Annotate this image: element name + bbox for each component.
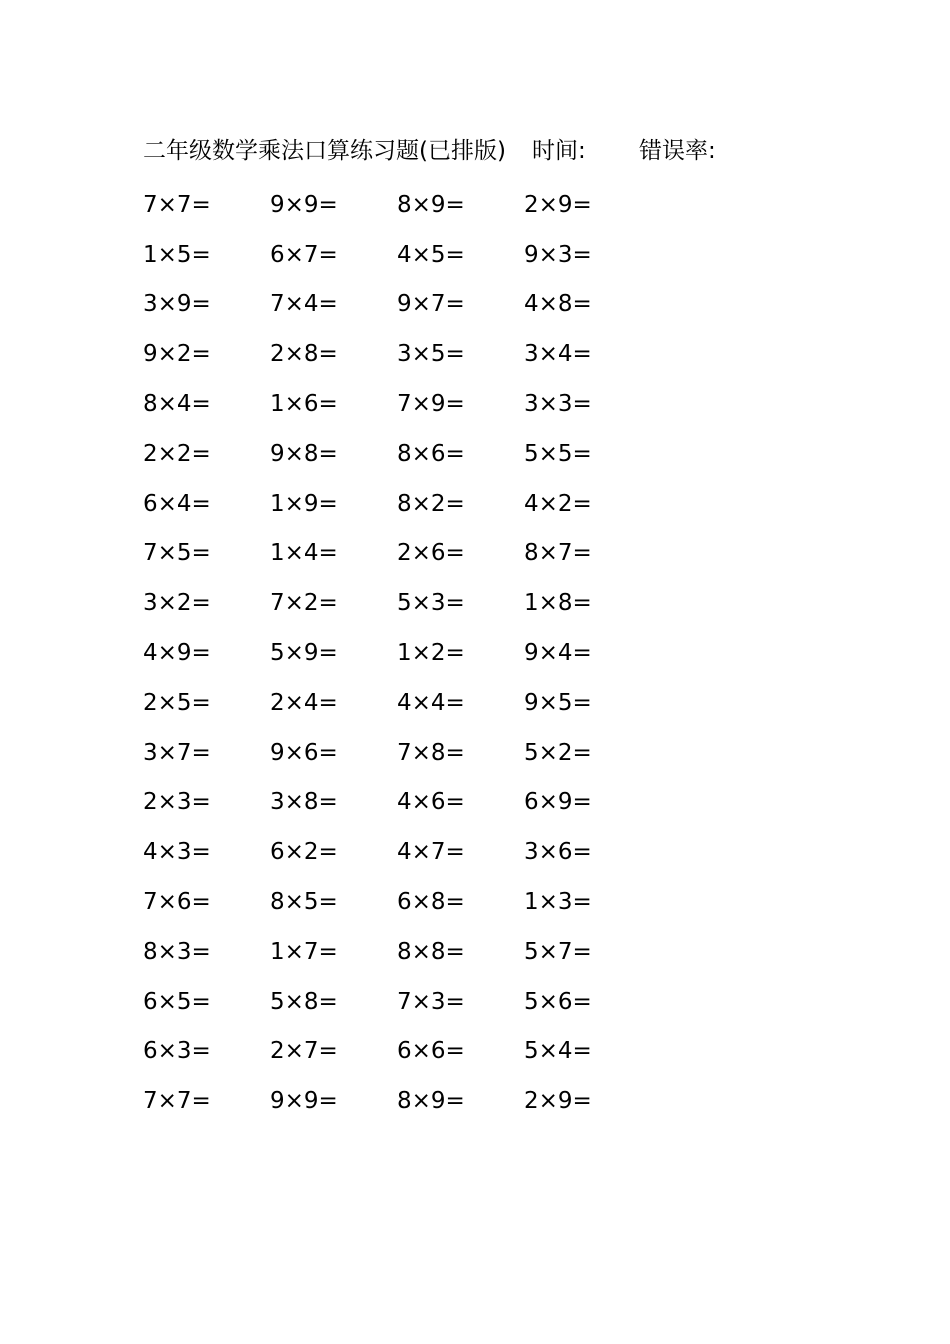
problem-item: 5×8= — [270, 988, 338, 1015]
problem-item: 5×4= — [524, 1038, 592, 1065]
problem-grid — [143, 180, 663, 1126]
problem-item: 1×4= — [270, 540, 338, 567]
problem-item: 4×9= — [143, 640, 211, 667]
problem-item: 4×6= — [397, 789, 465, 816]
problem-item: 6×8= — [397, 889, 465, 916]
problem-item: 8×8= — [397, 938, 465, 965]
problem-row — [143, 479, 663, 529]
problem-row — [143, 429, 663, 479]
problem-row — [143, 529, 663, 579]
problem-item: 3×9= — [143, 291, 211, 318]
problem-item: 3×8= — [270, 789, 338, 816]
problem-item: 8×6= — [397, 440, 465, 467]
problem-item: 9×4= — [524, 640, 592, 667]
problem-item: 4×3= — [143, 839, 211, 866]
worksheet-title: 二年级数学乘法口算练习题(已排版) — [143, 138, 506, 164]
problem-row — [143, 778, 663, 828]
problem-row — [143, 379, 663, 429]
problem-item: 3×7= — [143, 739, 211, 766]
problem-item: 1×6= — [270, 391, 338, 418]
problem-item: 9×2= — [143, 341, 211, 368]
problem-item: 5×7= — [524, 938, 592, 965]
problem-item: 8×4= — [143, 391, 211, 418]
problem-item: 1×5= — [143, 241, 211, 268]
error-rate-label: 错误率: — [639, 138, 716, 164]
problem-item: 6×9= — [524, 789, 592, 816]
problem-item: 8×9= — [397, 1088, 465, 1115]
problem-row — [143, 180, 663, 230]
problem-item: 4×4= — [397, 689, 465, 716]
problem-item: 6×4= — [143, 490, 211, 517]
problem-row — [143, 1076, 663, 1126]
problem-row — [143, 728, 663, 778]
problem-item: 3×3= — [524, 391, 592, 418]
problem-item: 2×9= — [524, 1088, 592, 1115]
problem-row — [143, 1027, 663, 1077]
problem-item: 2×2= — [143, 440, 211, 467]
problem-item: 2×4= — [270, 689, 338, 716]
problem-item: 3×4= — [524, 341, 592, 368]
problem-item: 7×9= — [397, 391, 465, 418]
problem-item: 1×2= — [397, 640, 465, 667]
problem-item: 8×5= — [270, 889, 338, 916]
problem-item: 2×8= — [270, 341, 338, 368]
problem-item: 7×8= — [397, 739, 465, 766]
problem-item: 9×5= — [524, 689, 592, 716]
problem-item: 4×8= — [524, 291, 592, 318]
problem-item: 7×7= — [143, 1088, 211, 1115]
problem-row — [143, 280, 663, 330]
problem-item: 9×6= — [270, 739, 338, 766]
problem-row — [143, 628, 663, 678]
problem-item: 9×9= — [270, 1088, 338, 1115]
problem-item: 9×9= — [270, 191, 338, 218]
problem-item: 6×6= — [397, 1038, 465, 1065]
problem-item: 8×9= — [397, 191, 465, 218]
problem-item: 2×3= — [143, 789, 211, 816]
problem-row — [143, 827, 663, 877]
problem-item: 6×7= — [270, 241, 338, 268]
time-label: 时间: — [532, 138, 586, 164]
problem-row — [143, 578, 663, 628]
problem-item: 6×2= — [270, 839, 338, 866]
problem-item: 6×5= — [143, 988, 211, 1015]
problem-item: 5×6= — [524, 988, 592, 1015]
problem-item: 2×7= — [270, 1038, 338, 1065]
problem-row — [143, 927, 663, 977]
problem-item: 7×2= — [270, 590, 338, 617]
problem-item: 7×6= — [143, 889, 211, 916]
problem-item: 2×6= — [397, 540, 465, 567]
problem-item: 9×8= — [270, 440, 338, 467]
problem-row — [143, 329, 663, 379]
problem-item: 6×3= — [143, 1038, 211, 1065]
problem-row — [143, 678, 663, 728]
problem-item: 3×2= — [143, 590, 211, 617]
problem-item: 1×8= — [524, 590, 592, 617]
problem-row — [143, 877, 663, 927]
problem-item: 7×5= — [143, 540, 211, 567]
problem-item: 4×5= — [397, 241, 465, 268]
problem-item: 1×3= — [524, 889, 592, 916]
problem-item: 3×5= — [397, 341, 465, 368]
problem-item: 4×7= — [397, 839, 465, 866]
problem-item: 5×2= — [524, 739, 592, 766]
problem-item: 8×2= — [397, 490, 465, 517]
problem-item: 7×7= — [143, 191, 211, 218]
problem-item: 9×3= — [524, 241, 592, 268]
problem-item: 1×7= — [270, 938, 338, 965]
problem-row — [143, 230, 663, 280]
problem-item: 7×3= — [397, 988, 465, 1015]
problem-item: 1×9= — [270, 490, 338, 517]
problem-item: 5×3= — [397, 590, 465, 617]
problem-row — [143, 977, 663, 1027]
problem-item: 2×9= — [524, 191, 592, 218]
problem-item: 7×4= — [270, 291, 338, 318]
problem-item: 9×7= — [397, 291, 465, 318]
problem-item: 3×6= — [524, 839, 592, 866]
problem-item: 5×5= — [524, 440, 592, 467]
problem-item: 5×9= — [270, 640, 338, 667]
problem-item: 2×5= — [143, 689, 211, 716]
problem-item: 4×2= — [524, 490, 592, 517]
problem-item: 8×7= — [524, 540, 592, 567]
worksheet-header — [143, 134, 843, 168]
problem-item: 8×3= — [143, 938, 211, 965]
